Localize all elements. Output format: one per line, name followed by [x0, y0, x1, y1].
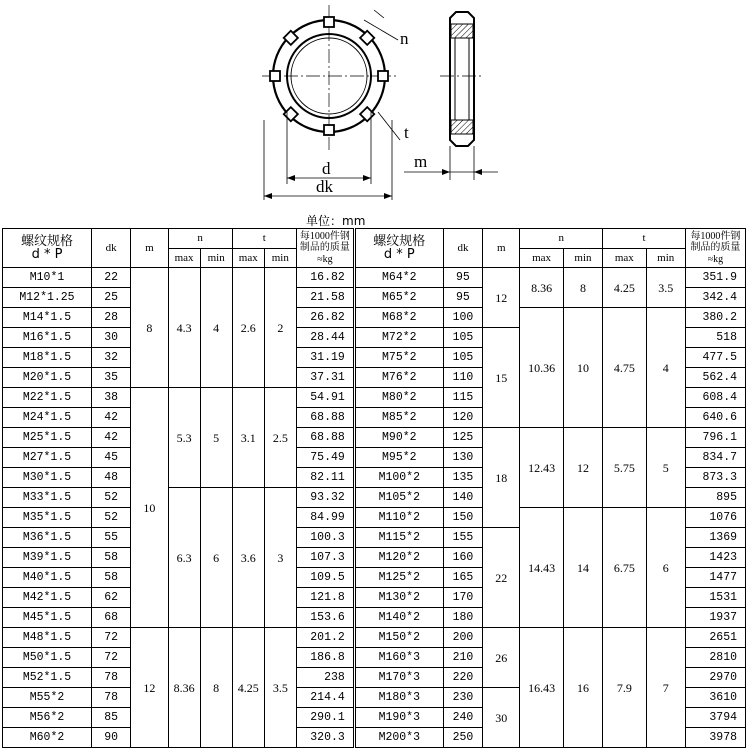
m-cell: 12: [483, 268, 520, 328]
n-max-cell: 14.43: [520, 508, 563, 628]
thread-spec-cell: M12*1.25: [3, 288, 92, 308]
weight-cell: 16.82: [296, 268, 354, 288]
dk-cell: 78: [91, 668, 130, 688]
dk-cell: 45: [91, 448, 130, 468]
dk-cell: 42: [91, 408, 130, 428]
n-max-cell: 10.36: [520, 308, 563, 428]
thread-spec-cell: M105*2: [354, 488, 443, 508]
table-row: [3, 508, 746, 528]
spec-header: 螺纹规格 d * P: [3, 229, 92, 268]
thread-spec-cell: M55*2: [3, 688, 92, 708]
thread-spec-cell: M35*1.5: [3, 508, 92, 528]
dk-cell: 72: [91, 628, 130, 648]
weight-cell: 796.1: [685, 428, 745, 448]
thread-spec-cell: M18*1.5: [3, 348, 92, 368]
weight-cell: 82.11: [296, 468, 354, 488]
weight-cell: 84.99: [296, 508, 354, 528]
weight-cell: 342.4: [685, 288, 745, 308]
dk-dimension-label: dk: [316, 177, 333, 196]
n-min-cell: 8: [563, 268, 602, 308]
t-min-cell: 4: [646, 308, 685, 428]
dk-header: dk: [91, 229, 130, 268]
thread-spec-cell: M25*1.5: [3, 428, 92, 448]
thread-spec-cell: M80*2: [354, 388, 443, 408]
dk-cell: 100: [443, 308, 482, 328]
dk-cell: 95: [443, 288, 482, 308]
m-cell: 26: [483, 628, 520, 688]
spec-header-right: 螺纹规格 d * P: [354, 229, 443, 268]
dk-cell: 95: [443, 268, 482, 288]
n-header-right: n: [520, 229, 603, 249]
weight-cell: 351.9: [685, 268, 745, 288]
thread-spec-cell: M64*2: [354, 268, 443, 288]
thread-spec-cell: M56*2: [3, 708, 92, 728]
n-min-cell: 12: [563, 428, 602, 508]
m-cell: 10: [131, 388, 168, 628]
dk-cell: 130: [443, 448, 482, 468]
table-body: [3, 268, 746, 748]
table-header: [3, 229, 746, 268]
dk-cell: 115: [443, 388, 482, 408]
thread-spec-cell: M75*2: [354, 348, 443, 368]
dk-cell: 58: [91, 548, 130, 568]
thread-spec-cell: M180*3: [354, 688, 443, 708]
n-max-header-right: max: [520, 249, 563, 268]
m-header-right: m: [483, 229, 520, 268]
n-max-cell: 8.36: [168, 628, 200, 748]
thread-spec-cell: M22*1.5: [3, 388, 92, 408]
dk-cell: 240: [443, 708, 482, 728]
weight-cell: 3794: [685, 708, 745, 728]
t-min-cell: 2.5: [264, 388, 296, 488]
dk-cell: 72: [91, 648, 130, 668]
dk-cell: 32: [91, 348, 130, 368]
t-min-cell: 5: [646, 428, 685, 508]
thread-spec-cell: M65*2: [354, 288, 443, 308]
weight-cell: 834.7: [685, 448, 745, 468]
t-max-cell: 7.9: [603, 628, 646, 748]
thread-spec-cell: M160*3: [354, 648, 443, 668]
m-cell: 18: [483, 428, 520, 528]
dk-cell: 38: [91, 388, 130, 408]
n-max-cell: 8.36: [520, 268, 563, 308]
weight-cell: 100.3: [296, 528, 354, 548]
dk-cell: 42: [91, 428, 130, 448]
thread-spec-cell: M16*1.5: [3, 328, 92, 348]
dk-cell: 85: [91, 708, 130, 728]
thread-spec-cell: M10*1: [3, 268, 92, 288]
t-max-cell: 3.6: [232, 488, 264, 628]
thread-spec-cell: M45*1.5: [3, 608, 92, 628]
weight-cell: 518: [685, 328, 745, 348]
m-header: m: [131, 229, 168, 268]
n-max-cell: 4.3: [168, 268, 200, 388]
t-max-cell: 5.75: [603, 428, 646, 508]
thread-spec-cell: M27*1.5: [3, 448, 92, 468]
thread-spec-cell: M190*3: [354, 708, 443, 728]
t-dimension-label: t: [404, 123, 409, 142]
m-cell: 15: [483, 328, 520, 428]
t-max-header: max: [232, 249, 264, 268]
n-dimension-label: n: [400, 29, 409, 48]
dk-cell: 210: [443, 648, 482, 668]
thread-spec-cell: M42*1.5: [3, 588, 92, 608]
thread-spec-cell: M150*2: [354, 628, 443, 648]
weight-cell: 1477: [685, 568, 745, 588]
weight-cell: 895: [685, 488, 745, 508]
weight-cell: 37.31: [296, 368, 354, 388]
unit-note: 单位：mm: [306, 214, 366, 228]
weight-cell: 320.3: [296, 728, 354, 748]
d-dimension-label: d: [322, 159, 331, 178]
dk-cell: 180: [443, 608, 482, 628]
weight-cell: 1531: [685, 588, 745, 608]
t-max-cell: 2.6: [232, 268, 264, 388]
weight-cell: 562.4: [685, 368, 745, 388]
dk-cell: 230: [443, 688, 482, 708]
thread-spec-cell: M100*2: [354, 468, 443, 488]
table-row: [3, 628, 746, 648]
dk-cell: 52: [91, 508, 130, 528]
t-min-header-right: min: [646, 249, 685, 268]
n-min-cell: 8: [200, 628, 232, 748]
front-view: [262, 5, 400, 200]
dk-cell: 140: [443, 488, 482, 508]
thread-spec-cell: M130*2: [354, 588, 443, 608]
thread-spec-cell: M48*1.5: [3, 628, 92, 648]
table-row: [3, 428, 746, 448]
weight-cell: 640.6: [685, 408, 745, 428]
thread-spec-cell: M115*2: [354, 528, 443, 548]
weight-cell: 2810: [685, 648, 745, 668]
thread-spec-cell: M140*2: [354, 608, 443, 628]
thread-spec-cell: M76*2: [354, 368, 443, 388]
dk-cell: 135: [443, 468, 482, 488]
table-row: [3, 268, 746, 288]
dk-cell: 200: [443, 628, 482, 648]
n-min-cell: 10: [563, 308, 602, 428]
weight-cell: 93.32: [296, 488, 354, 508]
dk-cell: 28: [91, 308, 130, 328]
weight-cell: 26.82: [296, 308, 354, 328]
weight-cell: 121.8: [296, 588, 354, 608]
thread-spec-cell: M30*1.5: [3, 468, 92, 488]
t-max-cell: 4.75: [603, 308, 646, 428]
dk-cell: 160: [443, 548, 482, 568]
thread-spec-cell: M24*1.5: [3, 408, 92, 428]
dk-cell: 68: [91, 608, 130, 628]
dk-cell: 35: [91, 368, 130, 388]
thread-spec-cell: M14*1.5: [3, 308, 92, 328]
weight-cell: 109.5: [296, 568, 354, 588]
n-min-header: min: [200, 249, 232, 268]
t-max-cell: 6.75: [603, 508, 646, 628]
thread-spec-cell: M120*2: [354, 548, 443, 568]
t-min-cell: 2: [264, 268, 296, 388]
n-max-header: max: [168, 249, 200, 268]
t-min-cell: 6: [646, 508, 685, 628]
weight-cell: 380.2: [685, 308, 745, 328]
weight-header-right: 每1000件钢制品的质量 ≈kg: [685, 229, 745, 268]
weight-cell: 238: [296, 668, 354, 688]
weight-cell: 201.2: [296, 628, 354, 648]
thread-spec-cell: M72*2: [354, 328, 443, 348]
thread-spec-cell: M20*1.5: [3, 368, 92, 388]
t-max-cell: 3.1: [232, 388, 264, 488]
t-min-cell: 3.5: [264, 628, 296, 748]
weight-cell: 1076: [685, 508, 745, 528]
m-cell: 30: [483, 688, 520, 748]
dk-cell: 78: [91, 688, 130, 708]
dk-cell: 125: [443, 428, 482, 448]
n-min-cell: 6: [200, 488, 232, 628]
weight-cell: 68.88: [296, 428, 354, 448]
t-min-cell: 7: [646, 628, 685, 748]
n-max-cell: 5.3: [168, 388, 200, 488]
thread-spec-cell: M95*2: [354, 448, 443, 468]
dk-cell: 62: [91, 588, 130, 608]
dk-cell: 105: [443, 328, 482, 348]
dk-cell: 155: [443, 528, 482, 548]
t-header-right: t: [603, 229, 686, 249]
weight-cell: 214.4: [296, 688, 354, 708]
thread-spec-cell: M50*1.5: [3, 648, 92, 668]
n-min-cell: 4: [200, 268, 232, 388]
n-header: n: [168, 229, 232, 249]
weight-cell: 477.5: [685, 348, 745, 368]
dk-cell: 25: [91, 288, 130, 308]
dk-cell: 110: [443, 368, 482, 388]
thread-spec-cell: M60*2: [3, 728, 92, 748]
thread-spec-cell: M36*1.5: [3, 528, 92, 548]
t-max-cell: 4.25: [603, 268, 646, 308]
weight-cell: 107.3: [296, 548, 354, 568]
n-max-cell: 16.43: [520, 628, 563, 748]
thread-spec-cell: M40*1.5: [3, 568, 92, 588]
dk-cell: 30: [91, 328, 130, 348]
weight-cell: 608.4: [685, 388, 745, 408]
thread-spec-cell: M85*2: [354, 408, 443, 428]
weight-cell: 873.3: [685, 468, 745, 488]
thread-spec-cell: M170*3: [354, 668, 443, 688]
dk-cell: 55: [91, 528, 130, 548]
thread-spec-cell: M110*2: [354, 508, 443, 528]
weight-cell: 1937: [685, 608, 745, 628]
weight-cell: 21.58: [296, 288, 354, 308]
thread-spec-cell: M125*2: [354, 568, 443, 588]
weight-cell: 3978: [685, 728, 745, 748]
dk-header-right: dk: [443, 229, 482, 268]
n-min-header-right: min: [563, 249, 602, 268]
thread-spec-cell: M52*1.5: [3, 668, 92, 688]
dk-cell: 170: [443, 588, 482, 608]
dk-cell: 48: [91, 468, 130, 488]
dk-cell: 120: [443, 408, 482, 428]
thread-spec-cell: M90*2: [354, 428, 443, 448]
weight-cell: 1423: [685, 548, 745, 568]
dk-cell: 58: [91, 568, 130, 588]
dk-cell: 90: [91, 728, 130, 748]
n-max-cell: 6.3: [168, 488, 200, 628]
t-header: t: [232, 229, 296, 249]
weight-cell: 2970: [685, 668, 745, 688]
table-row: [3, 308, 746, 328]
thread-spec-cell: M39*1.5: [3, 548, 92, 568]
weight-cell: 1369: [685, 528, 745, 548]
dk-cell: 52: [91, 488, 130, 508]
weight-cell: 153.6: [296, 608, 354, 628]
dimension-table: [2, 228, 746, 748]
thread-spec-cell: M33*1.5: [3, 488, 92, 508]
weight-cell: 68.88: [296, 408, 354, 428]
weight-cell: 28.44: [296, 328, 354, 348]
t-min-cell: 3.5: [646, 268, 685, 308]
dk-cell: 165: [443, 568, 482, 588]
m-dimension-label: m: [414, 152, 428, 171]
t-min-header: min: [264, 249, 296, 268]
weight-cell: 3610: [685, 688, 745, 708]
n-max-cell: 12.43: [520, 428, 563, 508]
dk-cell: 220: [443, 668, 482, 688]
weight-cell: 75.49: [296, 448, 354, 468]
weight-header: 每1000件钢制品的质量 ≈kg: [296, 229, 354, 268]
weight-cell: 54.91: [296, 388, 354, 408]
m-cell: 8: [131, 268, 168, 388]
nut-technical-drawing: [0, 0, 750, 228]
t-max-header-right: max: [603, 249, 646, 268]
weight-cell: 31.19: [296, 348, 354, 368]
dk-cell: 22: [91, 268, 130, 288]
weight-cell: 290.1: [296, 708, 354, 728]
n-min-cell: 5: [200, 388, 232, 488]
weight-cell: 2651: [685, 628, 745, 648]
dk-cell: 105: [443, 348, 482, 368]
thread-spec-cell: M68*2: [354, 308, 443, 328]
m-cell: 12: [131, 628, 168, 748]
m-cell: 22: [483, 528, 520, 628]
dk-cell: 250: [443, 728, 482, 748]
t-max-cell: 4.25: [232, 628, 264, 748]
thread-spec-cell: M200*3: [354, 728, 443, 748]
dk-cell: 150: [443, 508, 482, 528]
n-min-cell: 14: [563, 508, 602, 628]
n-min-cell: 16: [563, 628, 602, 748]
weight-cell: 186.8: [296, 648, 354, 668]
t-min-cell: 3: [264, 488, 296, 628]
